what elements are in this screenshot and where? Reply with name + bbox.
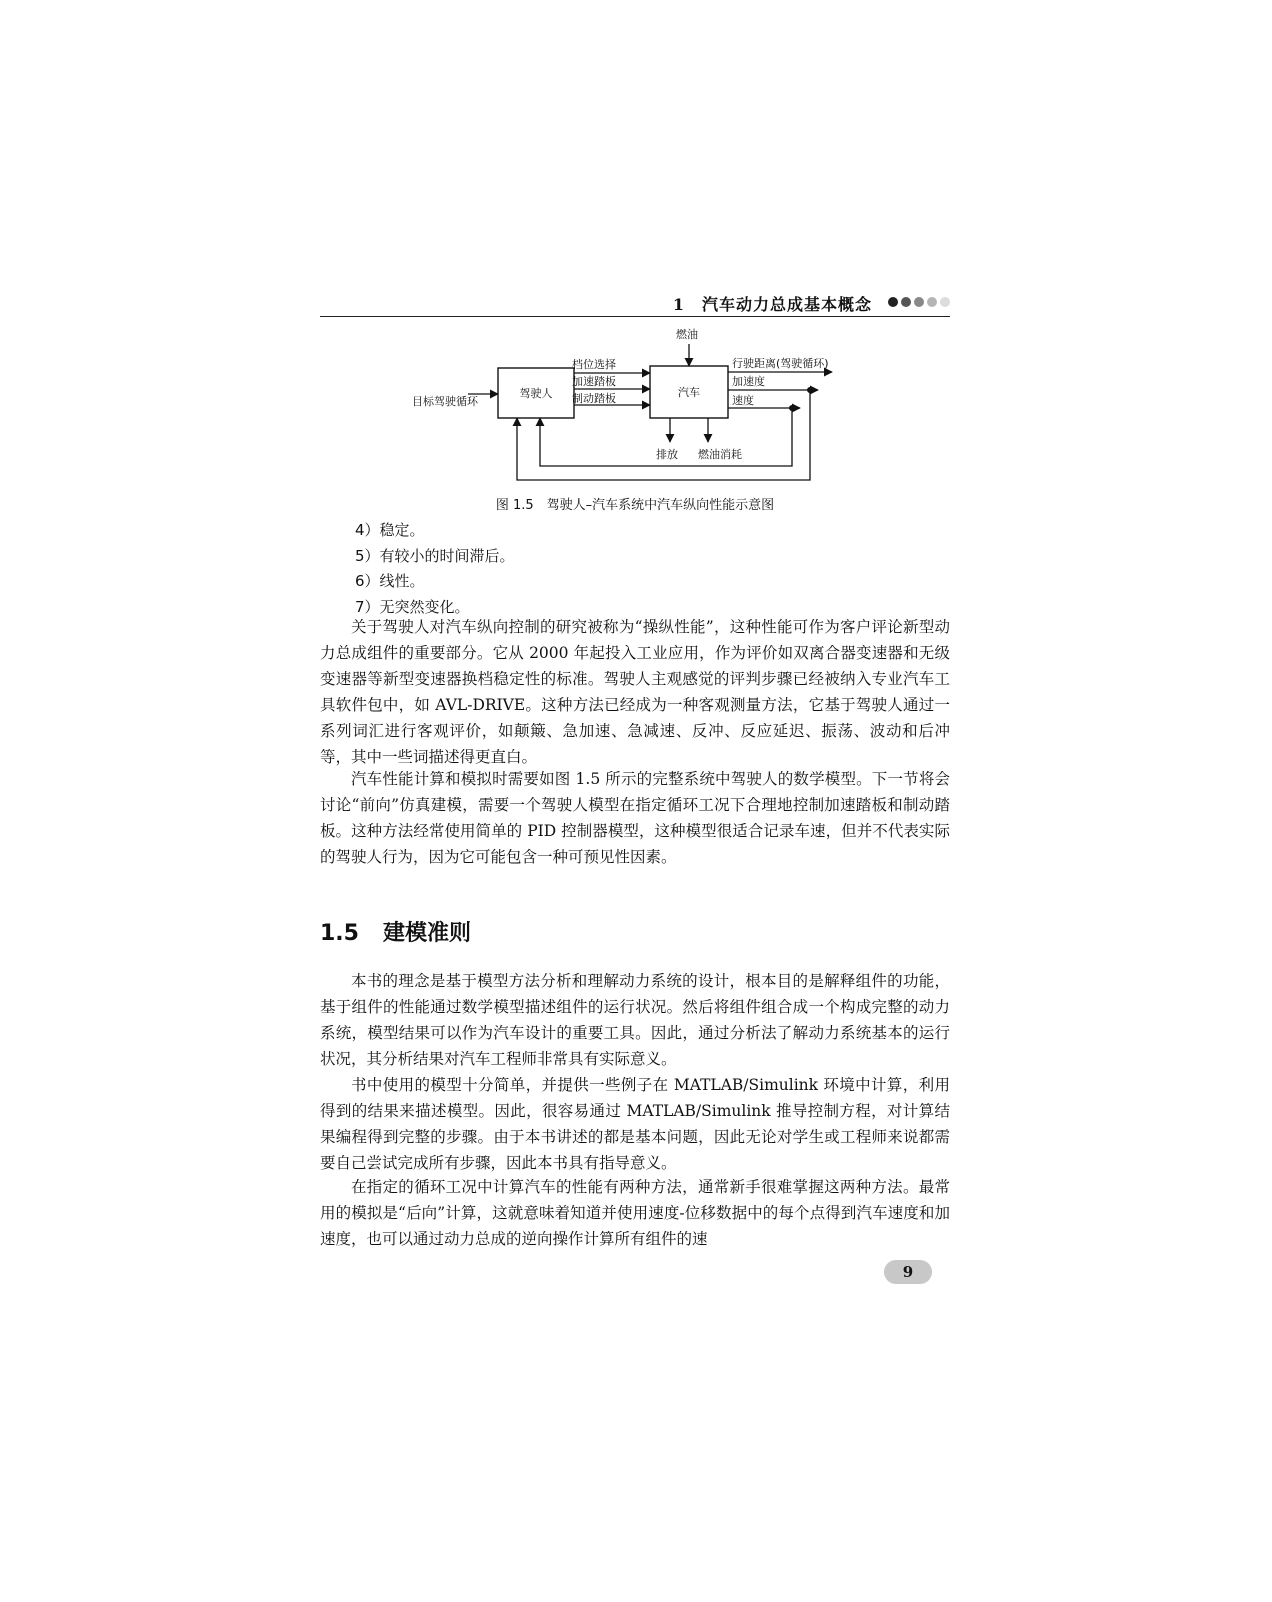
input-label: 目标驾驶循环	[412, 395, 478, 408]
header-dots	[888, 297, 950, 307]
header-dot-5	[940, 297, 950, 307]
driver-label: 驾驶人	[519, 387, 553, 400]
chapter-title: 1 汽车动力总成基本概念	[672, 295, 872, 314]
header-dot-4	[927, 297, 937, 307]
accel-pedal-label: 加速踏板	[572, 375, 616, 388]
paragraph-philosophy: 本书的理念是基于模型方法分析和理解动力系统的设计，根本目的是解释组件的功能，基于组件的性能通过数学模型描述组件的运行状况。然后将组件组合成一个构成完整的动力系统，模型结果可以作为汽车设计的重要工具。因此，通过分析法了解动力系统基本的运行状况，其分析结果对汽车工程师非常具有实际意义。	[320, 972, 950, 1068]
brake-pedal-label: 制动踏板	[572, 392, 616, 405]
paragraph-driver-model: 汽车性能计算和模拟时需要如图 1.5 所示的完整系统中驾驶人的数学模型。下一节将会讨论“前向”仿真建模，需要一个驾驶人模型在指定循环工况下合理地控制加速踏板和制动踏板。这种方法经常使用简单的 PID 控制器模型，这种模型很适合记录车速，但并不代表实际的驾驶人行为，因为它可能包含一种可预见性因素。	[320, 770, 950, 866]
numbered-list	[355, 518, 515, 620]
list-item: 7）无突然变化。	[355, 597, 470, 616]
header-dot-2	[901, 297, 911, 307]
distance-label: 行驶距离(驾驶循环)	[732, 357, 829, 370]
section-number: 1.5	[320, 921, 359, 946]
driver-vehicle-diagram	[412, 328, 858, 482]
acceleration-label: 加速度	[732, 375, 765, 388]
section-title: 建模准则	[382, 921, 471, 946]
figure-caption: 图 1.5 驾驶人–汽车系统中汽车纵向性能示意图	[495, 498, 775, 513]
list-item: 4）稳定。	[355, 521, 425, 539]
header-dot-1	[888, 297, 898, 307]
header-dot-3	[914, 297, 924, 307]
section-heading	[320, 916, 471, 947]
speed-label: 速度	[732, 394, 754, 407]
page-number: 9	[884, 1260, 932, 1284]
list-item: 5）有较小的时间滞后。	[355, 546, 515, 565]
fuel-label: 燃油	[676, 328, 698, 341]
paragraph-methods: 在指定的循环工况中计算汽车的性能有两种方法，通常新手很难掌握这两种方法。最常用的模拟是“后向”计算，这就意味着知道并使用速度-位移数据中的每个点得到汽车速度和加速度，也可以通过动力总成的逆向操作计算所有组件的速	[320, 1178, 950, 1248]
gear-label: 档位选择	[572, 358, 616, 371]
emissions-label: 排放	[656, 448, 678, 461]
running-header	[320, 292, 950, 317]
fuel-consumption-label: 燃油消耗	[698, 448, 742, 461]
diagram-svg	[412, 328, 858, 482]
paragraph-matlab: 书中使用的模型十分简单，并提供一些例子在 MATLAB/Simulink 环境中计算，利用得到的结果来描述模型。因此，很容易通过 MATLAB/Simulink 推导控制方程，对计算结果编程得到完整的步骤。由于本书讲述的都是基本问题，因此无论对学生或工程师来说都需要自己尝试完成所有步骤，因此本书具有指导意义。	[320, 1076, 950, 1172]
car-label: 汽车	[678, 386, 700, 399]
list-item: 6）线性。	[355, 572, 425, 590]
paragraph-drivability: 关于驾驶人对汽车纵向控制的研究被称为“操纵性能”，这种性能可作为客户评论新型动力总成组件的重要部分。它从 2000 年起投入工业应用，作为评价如双离合器变速器和无级变速器等新型变速器换档稳定性的标准。驾驶人主观感觉的评判步骤已经被纳入专业汽车工具软件包中，如 AVL-DRIVE。这种方法已经成为一种客观测量方法，它基于驾驶人通过一系列词汇进行客观评价，如颠簸、急加速、急减速、反冲、反应延迟、振荡、波动和后冲等，其中一些词描述得更直白。	[320, 618, 950, 766]
